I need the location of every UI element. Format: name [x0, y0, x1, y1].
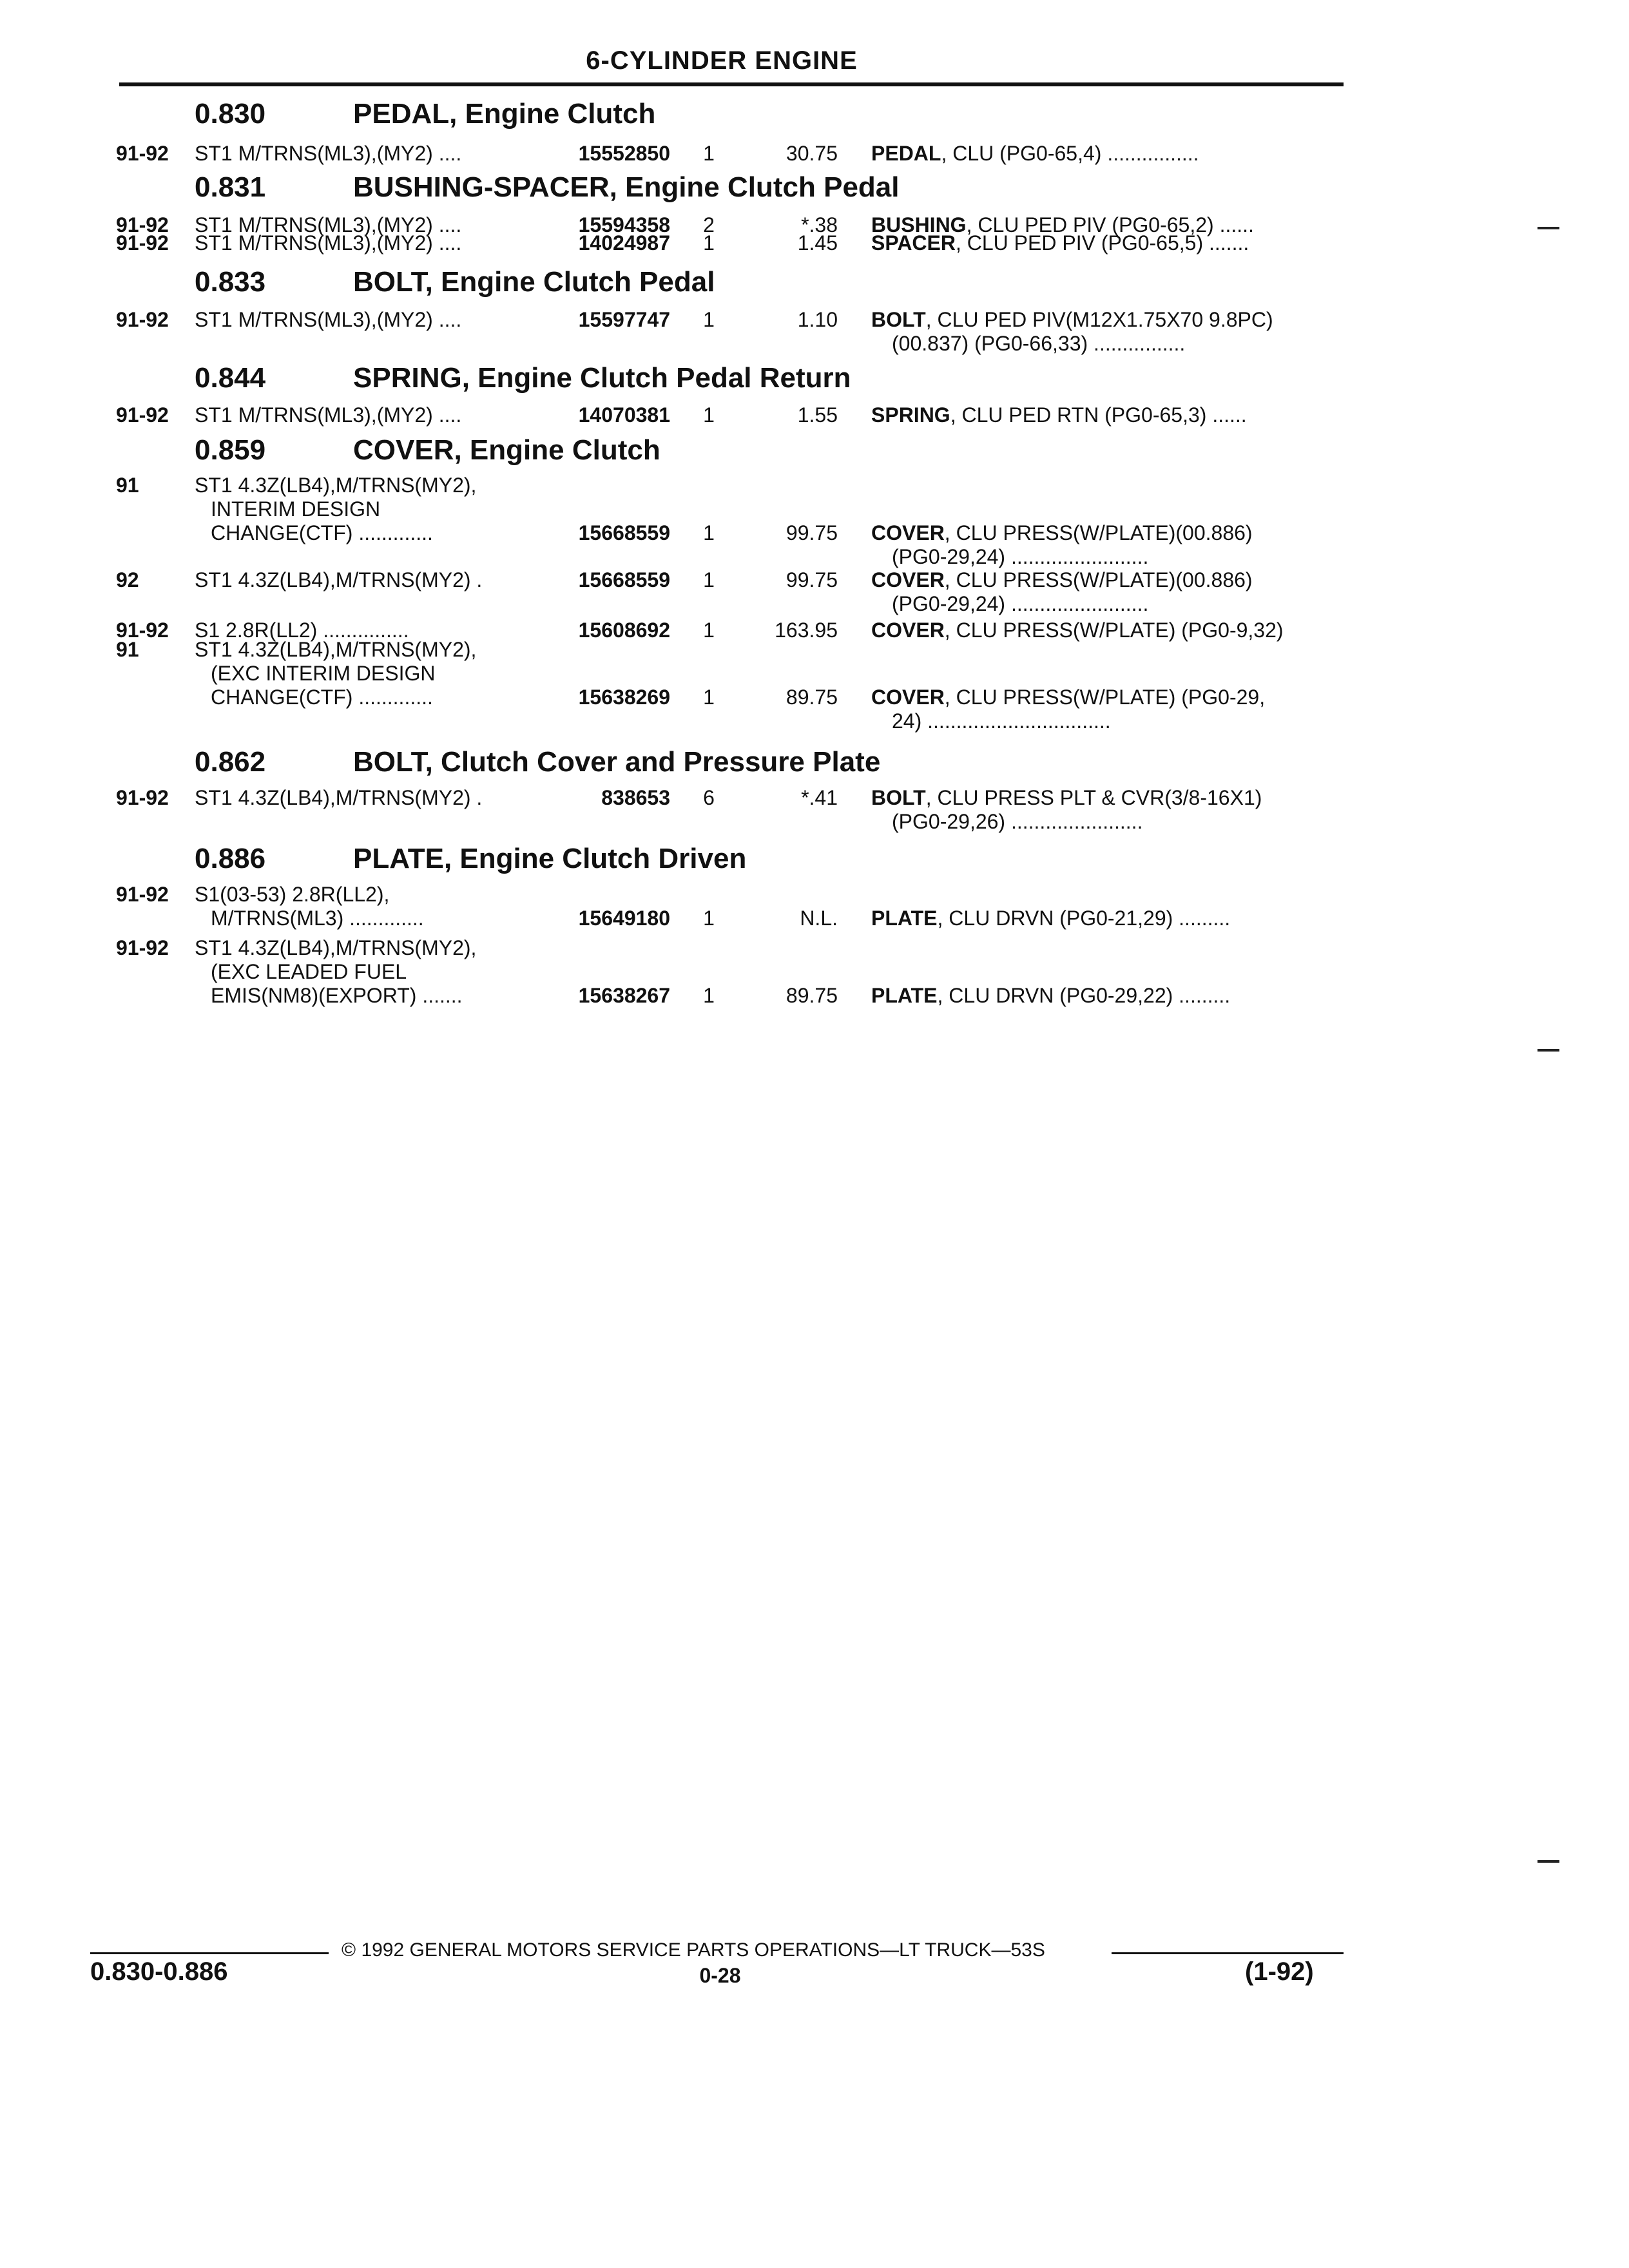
footer-date-code: (1-92) [1245, 1957, 1314, 1986]
section-title: BOLT, Engine Clutch Pedal [353, 266, 715, 298]
footer-rule-left [90, 1952, 329, 1954]
application-line: ST1 M/TRNS(ML3),(MY2) .... [195, 213, 462, 236]
margin-mark [1537, 1049, 1559, 1052]
application-line: CHANGE(CTF) ............. [211, 686, 433, 709]
footer-rule-right [1112, 1952, 1344, 1954]
model-years: 91 [116, 474, 139, 497]
application-line: ST1 4.3Z(LB4),M/TRNS(MY2) . [195, 568, 483, 591]
part-name-keyword: BUSHING [871, 213, 967, 236]
quantity: 6 [703, 786, 715, 809]
model-years: 91 [116, 638, 139, 661]
footer-copyright: © 1992 GENERAL MOTORS SERVICE PARTS OPERATIONS—LT TRUCK—53S [342, 1939, 1045, 1961]
part-name-line: (00.837) (PG0-66,33) ................ [892, 332, 1186, 355]
part-name [871, 568, 1253, 616]
model-years: 91-92 [116, 883, 169, 906]
section-number: 0.830 [195, 98, 266, 130]
section-number: 0.859 [195, 434, 266, 466]
part-name-keyword: COVER [871, 619, 945, 642]
section-number: 0.862 [195, 746, 266, 778]
application-line: ST1 M/TRNS(ML3),(MY2) .... [195, 403, 462, 427]
application-line: ST1 4.3Z(LB4),M/TRNS(MY2), [195, 474, 477, 497]
part-name [871, 686, 1265, 733]
application-description [195, 786, 482, 810]
section-title: SPRING, Engine Clutch Pedal Return [353, 362, 851, 394]
quantity: 1 [703, 686, 715, 709]
section-number: 0.886 [195, 843, 266, 874]
quantity: 2 [703, 213, 715, 236]
part-name [871, 403, 1247, 427]
part-name-keyword: PLATE [871, 984, 938, 1007]
application-description [195, 936, 476, 1008]
part-name [871, 907, 1230, 930]
model-years: 91-92 [116, 403, 169, 427]
part-name-keyword: SPACER [871, 231, 956, 255]
quantity: 1 [703, 403, 715, 427]
part-name [871, 142, 1199, 166]
section-title: BOLT, Clutch Cover and Pressure Plate [353, 746, 881, 778]
quantity: 1 [703, 907, 715, 930]
part-number: 838653 [601, 786, 670, 809]
model-years: 92 [116, 568, 139, 591]
application-line: (EXC LEADED FUEL [211, 960, 407, 983]
application-description [195, 568, 482, 592]
part-name-line: COVER, CLU PRESS(W/PLATE) (PG0-29, [871, 686, 1266, 709]
model-years: 91-92 [116, 619, 169, 642]
part-number: 15649180 [578, 907, 670, 930]
part-name-keyword: BOLT [871, 308, 926, 331]
part-name-line: PEDAL, CLU (PG0-65,4) ................ [871, 142, 1199, 165]
price: 1.10 [797, 308, 838, 331]
application-line: ST1 M/TRNS(ML3),(MY2) .... [195, 231, 462, 255]
price: 163.95 [775, 619, 838, 642]
margin-mark [1537, 227, 1559, 229]
quantity: 1 [703, 231, 715, 255]
part-name [871, 231, 1249, 255]
price: 1.45 [797, 231, 838, 255]
part-name-line: BUSHING, CLU PED PIV (PG0-65,2) ...... [871, 213, 1254, 236]
part-name-line: PLATE, CLU DRVN (PG0-21,29) ......... [871, 907, 1231, 930]
price: N.L. [800, 907, 838, 930]
section-number: 0.844 [195, 362, 266, 394]
part-name [871, 308, 1273, 356]
model-years: 91-92 [116, 231, 169, 255]
part-name [871, 786, 1262, 834]
part-number: 15552850 [578, 142, 670, 165]
part-name-keyword: COVER [871, 521, 945, 544]
part-name-keyword: BOLT [871, 786, 926, 809]
part-number: 15668559 [578, 521, 670, 544]
model-years: 91-92 [116, 308, 169, 331]
price: 99.75 [786, 521, 838, 544]
part-name-line: COVER, CLU PRESS(W/PLATE)(00.886) [871, 568, 1253, 591]
part-name [871, 619, 1284, 642]
part-number: 15668559 [578, 568, 670, 591]
section-title: PLATE, Engine Clutch Driven [353, 843, 747, 874]
quantity: 1 [703, 308, 715, 331]
footer-section-range: 0.830-0.886 [90, 1957, 228, 1986]
footer-page-number: 0-28 [699, 1964, 741, 1987]
price: 30.75 [786, 142, 838, 165]
application-description [195, 308, 461, 332]
application-line: S1(03-53) 2.8R(LL2), [195, 883, 390, 906]
part-name [871, 521, 1253, 569]
part-name-keyword: SPRING [871, 403, 950, 427]
section-number: 0.833 [195, 266, 266, 298]
part-name-line: SPACER, CLU PED PIV (PG0-65,5) ....... [871, 231, 1249, 255]
part-number: 15608692 [578, 619, 670, 642]
part-number: 15594358 [578, 213, 670, 236]
part-name [871, 984, 1230, 1008]
part-name-keyword: PLATE [871, 907, 938, 930]
application-line: INTERIM DESIGN [211, 497, 381, 521]
application-line: EMIS(NM8)(EXPORT) ....... [211, 984, 463, 1007]
part-name-line: (PG0-29,24) ........................ [892, 592, 1149, 615]
application-description [195, 638, 476, 709]
part-name-line: COVER, CLU PRESS(W/PLATE) (PG0-9,32) [871, 619, 1284, 642]
application-line: M/TRNS(ML3) ............. [211, 907, 424, 930]
part-name-line: (PG0-29,26) ....................... [892, 810, 1143, 833]
application-description [195, 474, 476, 545]
margin-mark [1537, 1860, 1559, 1863]
part-number: 14070381 [578, 403, 670, 427]
part-name-line: PLATE, CLU DRVN (PG0-29,22) ......... [871, 984, 1231, 1007]
price: 1.55 [797, 403, 838, 427]
part-name-line: (PG0-29,24) ........................ [892, 545, 1149, 568]
model-years: 91-92 [116, 213, 169, 236]
application-line: ST1 4.3Z(LB4),M/TRNS(MY2), [195, 936, 477, 959]
part-name-line: BOLT, CLU PED PIV(M12X1.75X70 9.8PC) [871, 308, 1273, 331]
application-description [195, 403, 461, 427]
part-number: 15638267 [578, 984, 670, 1007]
part-name-line: SPRING, CLU PED RTN (PG0-65,3) ...... [871, 403, 1247, 427]
quantity: 1 [703, 619, 715, 642]
section-number: 0.831 [195, 171, 266, 203]
model-years: 91-92 [116, 142, 169, 165]
application-line: ST1 M/TRNS(ML3),(MY2) .... [195, 142, 462, 165]
application-line: CHANGE(CTF) ............. [211, 521, 433, 544]
section-title: BUSHING-SPACER, Engine Clutch Pedal [353, 171, 900, 203]
part-name-line: 24) ................................ [892, 709, 1111, 733]
model-years: 91-92 [116, 936, 169, 959]
part-name-keyword: PEDAL [871, 142, 941, 165]
model-years: 91-92 [116, 786, 169, 809]
part-name-keyword: COVER [871, 568, 945, 591]
part-name-keyword: COVER [871, 686, 945, 709]
part-number: 15597747 [578, 308, 670, 331]
application-line: S1 2.8R(LL2) ............... [195, 619, 409, 642]
application-description [195, 142, 461, 166]
quantity: 1 [703, 984, 715, 1007]
section-title: PEDAL, Engine Clutch [353, 98, 656, 130]
application-description [195, 231, 461, 255]
part-name-line: BOLT, CLU PRESS PLT & CVR(3/8-16X1) [871, 786, 1262, 809]
quantity: 1 [703, 521, 715, 544]
quantity: 1 [703, 568, 715, 591]
application-description [195, 883, 424, 930]
application-line: ST1 M/TRNS(ML3),(MY2) .... [195, 308, 462, 331]
section-title: COVER, Engine Clutch [353, 434, 660, 466]
quantity: 1 [703, 142, 715, 165]
part-number: 15638269 [578, 686, 670, 709]
page-title: 6-CYLINDER ENGINE [586, 46, 858, 75]
price: 99.75 [786, 568, 838, 591]
part-number: 14024987 [578, 231, 670, 255]
application-line: ST1 4.3Z(LB4),M/TRNS(MY2), [195, 638, 477, 661]
price: *.41 [801, 786, 838, 809]
application-line: ST1 4.3Z(LB4),M/TRNS(MY2) . [195, 786, 483, 809]
part-name-line: COVER, CLU PRESS(W/PLATE)(00.886) [871, 521, 1253, 544]
price: 89.75 [786, 686, 838, 709]
price: *.38 [801, 213, 838, 236]
price: 89.75 [786, 984, 838, 1007]
application-line: (EXC INTERIM DESIGN [211, 662, 436, 685]
